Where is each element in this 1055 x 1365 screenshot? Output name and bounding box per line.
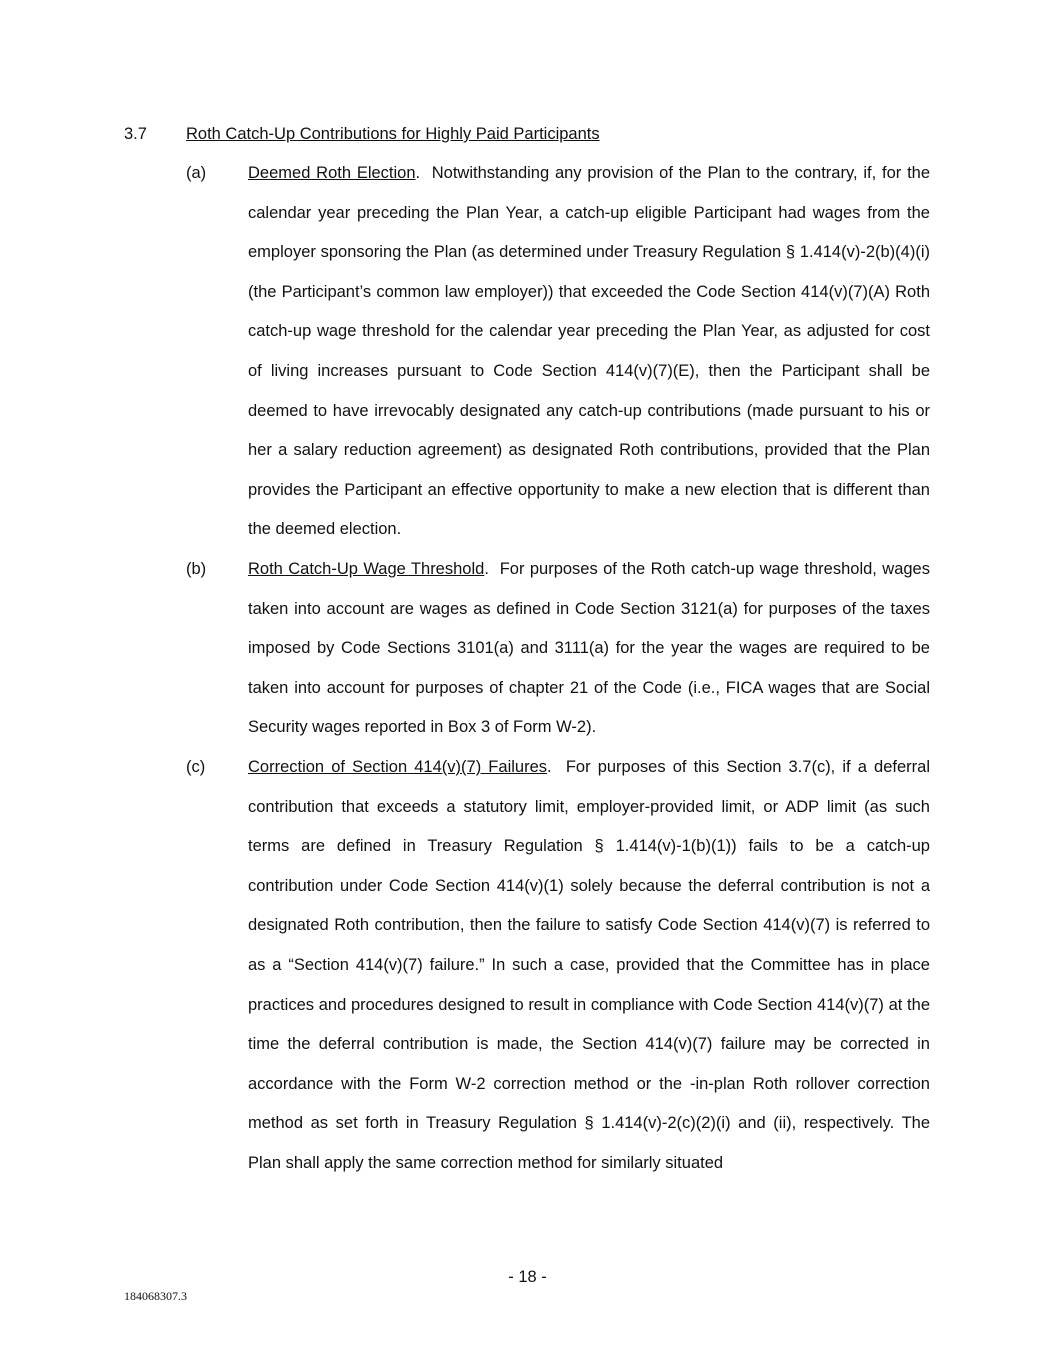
paragraph-label: (a) bbox=[186, 164, 207, 182]
paragraph-body: Correction of Section 414(v)(7) Failures. For purposes of this Section 3.7(c), if a deferral contribution that exceeds a statutory limit, employer-provided limit, or ADP limit (as such terms are defined in Treasury Regulation § 1.414(v)-1(b)(1)) fails to be a catch-up contribution under Code Section 414(v)(1) solely because the deferral contribution is not a designated Roth contribution, then the failure to satisfy Code Section 414(v)(7) is referred to as a “Section 414(v)(7) failure.” In such a case, provided that the Committee has in place practices and procedures designed to result in compliance with Code Section 414(v)(7) at the time the deferral contribution is made, the Section 414(v)(7) failure may be corrected in accordance with the Form W-2 correction method or the -in-plan Roth rollover correction method as set forth in Treasury Regulation § 1.414(v)-2(c)(2)(i) and (ii), respectively. The Plan shall apply the same correction method for similarly situated bbox=[248, 758, 930, 1172]
paragraph-text: For purposes of this Section 3.7(c), if a deferral contribution that exceeds a statutory limit, employer-provided limit, or ADP limit (as such terms are defined in Treasury Regulation § 1.414(v)-1(b)(1)) fails to be a catch-up contribution under Code Section 414(v)(1) solely because the deferral contribution is not a designated Roth contribution, then the failure to satisfy Code Section 414(v)(7) is referred to as a “Section 414(v)(7) failure.” In such a case, provided that the Committee has in place practices and procedures designed to result in compliance with Code Section 414(v)(7) at the time the deferral contribution is made, the Section 414(v)(7) failure may be corrected in accordance with the Form W-2 correction method or the -in-plan Roth rollover correction method as set forth in Treasury Regulation § 1.414(v)-2(c)(2)(i) and (ii), respectively. The Plan shall apply the same correction method for similarly situated bbox=[248, 758, 930, 1172]
paragraph-text: Notwithstanding any provision of the Plan to the contrary, if, for the calendar year preceding the Plan Year, a catch-up eligible Participant had wages from the employer sponsoring the Plan (as determined under Treasury Regulation § 1.414(v)-2(b)(4)(i) (the Participant’s common law employer)) that exceeded the Code Section 414(v)(7)(A) Roth catch-up wage threshold for the calendar year preceding the Plan Year, as adjusted for cost of living increases pursuant to Code Section 414(v)(7)(E), then the Participant shall be deemed to have irrevocably designated any catch-up contributions (made pursuant to his or her a salary reduction agreement) as designated Roth contributions, provided that the Plan provides the Participant an effective opportunity to make a new election that is different than the deemed election. bbox=[248, 164, 931, 539]
paragraph-caption: Roth Catch-Up Wage Threshold bbox=[248, 560, 485, 578]
paragraph-label: (b) bbox=[186, 560, 207, 578]
document-id: 184068307.3 bbox=[124, 1289, 187, 1303]
paragraph-body: Roth Catch-Up Wage Threshold. For purposes of the Roth catch-up wage threshold, wages taken into account are wages as defined in Code Section 3121(a) for purposes of the taxes imposed by Code Sections 3101(a) and 3111(a) for the year the wages are required to be taken into account for purposes of chapter 21 of the Code (i.e., FICA wages that are Social Security wages reported in Box 3 of Form W-2). bbox=[248, 560, 930, 737]
paragraph-text: For purposes of the Roth catch-up wage threshold, wages taken into account are wages as defined in Code Section 3121(a) for purposes of the taxes imposed by Code Sections 3101(a) and 3111(a) for the year the wages are required to be taken into account for purposes of chapter 21 of the Code (i.e., FICA wages that are Social Security wages reported in Box 3 of Form W-2). bbox=[248, 560, 930, 737]
paragraph-b bbox=[186, 550, 930, 748]
paragraph-caption: Deemed Roth Election bbox=[248, 164, 416, 182]
paragraph-a bbox=[186, 154, 930, 550]
paragraph-caption: Correction of Section 414(v)(7) Failures bbox=[248, 758, 547, 776]
paragraph-c bbox=[186, 748, 930, 1184]
section-number: 3.7 bbox=[124, 125, 147, 143]
paragraph-label: (c) bbox=[186, 758, 206, 776]
paragraph-body: Deemed Roth Election. Notwithstanding any provision of the Plan to the contrary, if, for the calendar year preceding the Plan Year, a catch-up eligible Participant had wages from the employer sponsoring the Plan (as determined under Treasury Regulation § 1.414(v)-2(b)(4)(i) (the Participant’s common law employer)) that exceeded the Code Section 414(v)(7)(A) Roth catch-up wage threshold for the calendar year preceding the Plan Year, as adjusted for cost of living increases pursuant to Code Section 414(v)(7)(E), then the Participant shall be deemed to have irrevocably designated any catch-up contributions (made pursuant to his or her a salary reduction agreement) as designated Roth contributions, provided that the Plan provides the Participant an effective opportunity to make a new election that is different than the deemed election. bbox=[248, 164, 931, 539]
section-title: Roth Catch-Up Contributions for Highly Paid Participants bbox=[186, 125, 600, 143]
page-number: - 18 - bbox=[508, 1268, 547, 1286]
